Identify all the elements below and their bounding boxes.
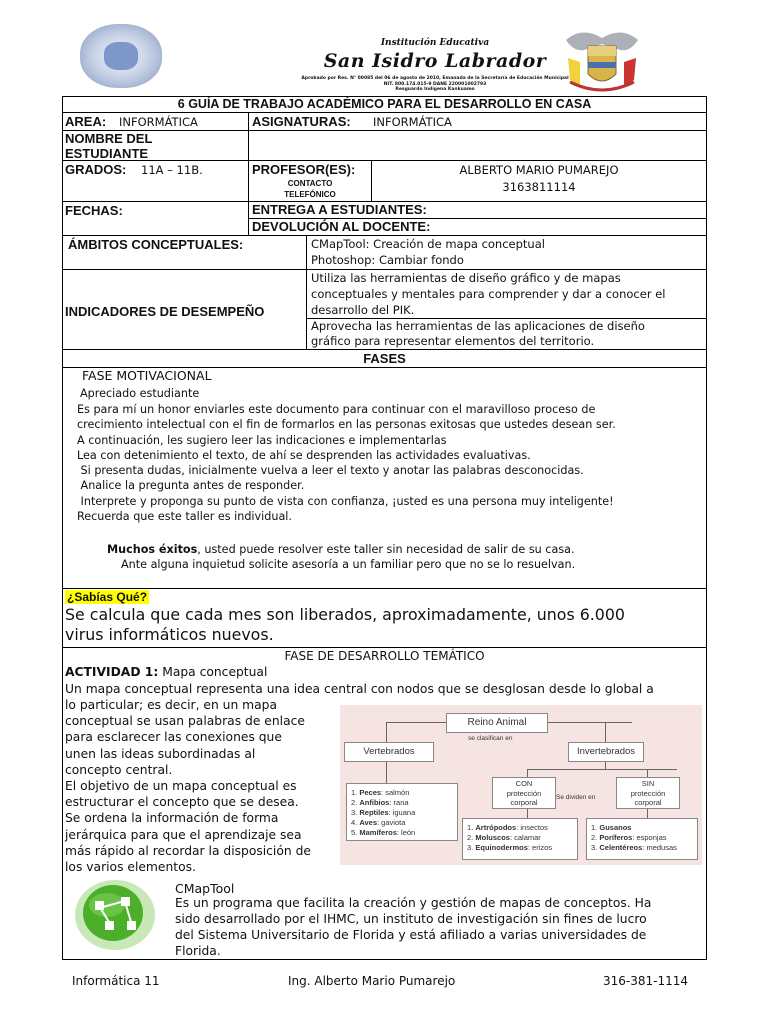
diagram-con-list xyxy=(462,818,578,860)
exitos-bold: Muchos éxitos xyxy=(107,543,198,556)
concept-map-paragraph-line: concepto central. xyxy=(65,762,173,777)
diagram-root-node: Reino Animal xyxy=(446,713,548,733)
fechas-label: FECHAS: xyxy=(65,203,123,218)
item-number: 4. xyxy=(351,818,358,827)
indicador-line: Aprovecha las herramientas de las aplicaciones de diseño xyxy=(311,319,645,333)
sabias-section xyxy=(62,588,707,648)
diagram-link-label: se clasifican en xyxy=(468,735,513,742)
fases-row xyxy=(62,349,707,368)
diagram-list-item xyxy=(467,823,577,833)
fine-print-line: Aprobado por Res. N° 00085 del 06 de agosto de 2010, Emanada de la Secretaría de Educación Municipal xyxy=(301,76,569,81)
item-name: Reptiles xyxy=(359,808,389,817)
diagram-list-item xyxy=(351,788,457,798)
diagram-link-label: Se dividen en xyxy=(556,794,596,801)
con-line: CON xyxy=(515,779,533,788)
profesor-label-cell xyxy=(248,160,372,202)
diagram-invertebrados-node: Invertebrados xyxy=(568,742,644,762)
ambito-item: Photoshop: Cambiar fondo xyxy=(311,253,464,267)
reino-animal-diagram xyxy=(340,705,702,865)
item-name: Mamíferos xyxy=(359,828,397,837)
item-name: Poríferos xyxy=(599,833,633,842)
school-seal-left-logo xyxy=(80,24,162,88)
diagram-vertebrados-list xyxy=(346,783,458,841)
fases-label: FASES xyxy=(363,351,406,366)
diagram-list-item xyxy=(351,808,457,818)
actividad-line xyxy=(65,665,267,679)
student-name-field[interactable] xyxy=(248,130,707,161)
area-value: INFORMÁTICA xyxy=(119,115,198,129)
footer-center: Ing. Alberto Mario Pumarejo xyxy=(288,974,456,988)
item-example: : gaviota xyxy=(377,818,406,827)
contacto-label-line: TELEFÓNICO xyxy=(284,190,336,199)
exitos-line xyxy=(107,542,575,557)
sabias-fact-line: Se calcula que cada mes son liberados, aproximadamente, unos 6.000 xyxy=(65,605,625,624)
nombre-label-line: ESTUDIANTE xyxy=(65,146,149,161)
motivacional-line: Lea con detenimiento el texto, de ahí se desprenden las actividades evaluativas. xyxy=(77,449,531,462)
sin-line: protección xyxy=(630,788,666,798)
ambitos-value-cell xyxy=(306,235,707,270)
diagram-list-item xyxy=(591,843,697,853)
grados-value: 11A – 11B. xyxy=(141,163,203,177)
motivacional-title: FASE MOTIVACIONAL xyxy=(82,368,212,383)
item-example: : rana xyxy=(389,798,409,807)
footer-left: Informática 11 xyxy=(72,974,160,988)
item-example: : iguana xyxy=(388,808,416,817)
concept-map-paragraph-line: El objetivo de un mapa conceptual es xyxy=(65,779,297,793)
concept-map-paragraph-line: estructurar el concepto que se desea. xyxy=(65,795,299,810)
con-line: corporal xyxy=(510,798,538,807)
profesor-name: ALBERTO MARIO PUMAREJO xyxy=(459,163,619,177)
sin-line: SIN xyxy=(641,779,655,788)
intro-line: Un mapa conceptual representa una idea central con nodos que se desglosan desde lo global a xyxy=(65,682,654,696)
grados-label: GRADOS: xyxy=(65,162,127,177)
item-number: 3. xyxy=(351,808,358,817)
entrega-label: ENTREGA A ESTUDIANTES: xyxy=(252,202,427,217)
motivacional-line: A continuación, les sugiero leer las indicaciones e implementarlas xyxy=(77,434,447,447)
cmaptool-description-line: del Sistema Universitario de Florida y está afiliado a varias universidades de xyxy=(175,928,647,942)
ambito-item: CMapTool: Creación de mapa conceptual xyxy=(311,237,545,251)
asignaturas-cell xyxy=(248,112,707,131)
institution-prefix: Institución Educativa xyxy=(380,38,490,48)
cmaptool-description-line: Es un programa que facilita la creación y gestión de mapas de conceptos. Ha xyxy=(175,896,652,910)
asignaturas-label: ASIGNATURAS: xyxy=(252,114,351,129)
indicador-2-cell xyxy=(306,318,707,350)
indicador-line: desarrollo del PIK. xyxy=(311,303,415,317)
area-label: AREA: xyxy=(65,114,107,129)
item-name: Anfibios xyxy=(359,798,390,807)
diagram-list-item xyxy=(591,833,697,843)
item-example: : erizos xyxy=(527,843,553,852)
concept-map-paragraph-line: conceptual se usan palabras de enlace xyxy=(65,714,305,729)
item-name: Equinodermos xyxy=(475,843,528,852)
fechas-cell xyxy=(62,201,249,236)
devolucion-label: DEVOLUCIÓN AL DOCENTE: xyxy=(252,219,431,234)
fine-print-line: Resguardo Indígena Kankuamo xyxy=(395,87,475,92)
diagram-list-item xyxy=(591,823,697,833)
item-name: Gusanos xyxy=(599,823,632,832)
concept-map-paragraph-line: más rápido al recordar la disposición de xyxy=(65,843,311,858)
diagram-list-item xyxy=(467,833,577,843)
indicador-line: gráfico para representar elementos del territorio. xyxy=(311,334,595,348)
item-example: : león xyxy=(396,828,416,837)
concept-map-paragraph-line: Se ordena la información de forma xyxy=(65,811,279,826)
item-number: 2. xyxy=(591,833,598,842)
concept-map-paragraph-line: unen las ideas subordinadas al xyxy=(65,746,256,761)
form-title-row xyxy=(62,96,707,113)
item-number: 2. xyxy=(467,833,474,842)
concept-map-paragraph-line: lo particular; es decir, en un mapa xyxy=(65,698,278,712)
indicador-line: conceptuales y mentales para comprender y dar a conocer el xyxy=(311,287,666,301)
profesor-phone: 3163811114 xyxy=(502,180,576,194)
grados-cell xyxy=(62,160,249,202)
diagram-con-node xyxy=(492,777,556,809)
item-example: : salmón xyxy=(381,788,410,797)
sabias-label: ¿Sabías Qué? xyxy=(67,590,148,604)
indicadores-label: INDICADORES DE DESEMPEÑO xyxy=(65,304,265,319)
motivacional-line: Analice la pregunta antes de responder. xyxy=(77,479,305,492)
indicadores-label-cell xyxy=(62,269,307,350)
item-name: Aves xyxy=(359,818,378,827)
diagram-vertebrados-node: Vertebrados xyxy=(344,742,434,762)
item-example: : esponjas xyxy=(632,833,667,842)
item-example: : insectos xyxy=(516,823,548,832)
diagram-list-item xyxy=(351,798,457,808)
diagram-sin-list xyxy=(586,818,698,860)
motivacional-section xyxy=(62,367,707,589)
motivacional-line: Si presenta dudas, inicialmente vuelva a leer el texto y anotar las palabras desconocidas. xyxy=(77,464,584,477)
actividad-bold: ACTIVIDAD 1: xyxy=(65,665,159,679)
motivacional-line: crecimiento intelectual con el fin de formarlos en las personas exitosas que ustedes desean ser. xyxy=(77,418,616,431)
item-number: 5. xyxy=(351,828,358,837)
indicador-1-cell xyxy=(306,269,707,319)
item-number: 2. xyxy=(351,798,358,807)
nombre-label-line: NOMBRE DEL xyxy=(65,131,153,146)
item-number: 1. xyxy=(591,823,598,832)
motivacional-line: Recuerda que este taller es individual. xyxy=(77,510,292,523)
exitos-rest: , usted puede resolver este taller sin necesidad de salir de su casa. xyxy=(197,543,575,556)
diagram-list-item xyxy=(467,843,577,853)
devolucion-cell xyxy=(248,218,707,236)
item-number: 1. xyxy=(351,788,358,797)
footer-right: 316-381-1114 xyxy=(603,974,689,988)
actividad-rest: Mapa conceptual xyxy=(158,665,268,679)
item-number: 3. xyxy=(467,843,474,852)
item-example: : calamar xyxy=(509,833,541,842)
cmaptool-logo xyxy=(65,875,161,955)
sin-line: corporal xyxy=(634,798,662,807)
ambitos-label-cell xyxy=(62,235,307,270)
cmaptool-title: CMapTool xyxy=(175,881,235,896)
item-name: Celentéreos xyxy=(599,843,643,852)
entrega-cell xyxy=(248,201,707,219)
diagram-list-item xyxy=(351,828,457,838)
concept-map-paragraph-line: para esclarecer las conexiones que xyxy=(65,730,282,745)
indicador-line: Utiliza las herramientas de diseño gráfico y de mapas xyxy=(311,271,621,285)
profesor-label: PROFESOR(ES): xyxy=(252,162,356,177)
item-name: Peces xyxy=(359,788,382,797)
institution-fine-print xyxy=(240,76,630,93)
cmaptool-description-line: sido desarrollado por el IHMC, un instituto de investigación sin fines de lucro xyxy=(175,912,647,926)
item-name: Artrópodos xyxy=(475,823,517,832)
item-number: 3. xyxy=(591,843,598,852)
form-title: 6 GUÍA DE TRABAJO ACADÉMICO PARA EL DESARROLLO EN CASA xyxy=(177,97,592,111)
diagram-list-item xyxy=(351,818,457,828)
motivacional-line: Es para mí un honor enviarles este documento para continuar con el maravilloso proceso de xyxy=(77,403,596,416)
institution-name: San Isidro Labrador xyxy=(323,50,547,72)
motivacional-line: Apreciado estudiante xyxy=(80,387,200,400)
area-cell xyxy=(62,112,249,131)
diagram-sin-node xyxy=(616,777,680,809)
asignaturas-value: INFORMÁTICA xyxy=(373,115,452,129)
cmaptool-description-line: Florida. xyxy=(175,944,221,958)
sabias-fact-line: virus informáticos nuevos. xyxy=(65,625,274,644)
contacto-label-line: CONTACTO xyxy=(287,179,333,188)
concept-map-paragraph-line: jerárquica para que el aprendizaje sea xyxy=(65,827,302,842)
nombre-label-cell xyxy=(62,130,249,161)
item-name: Moluscos xyxy=(475,833,510,842)
concept-map-paragraph-line: los varios elementos. xyxy=(65,860,196,874)
motivacional-line: Interprete y proponga su punto de vista con confianza, ¡usted es una persona muy inteligente! xyxy=(77,495,614,508)
item-example: : medusas xyxy=(642,843,677,852)
con-line: protección xyxy=(506,788,542,798)
desarrollo-title: FASE DE DESARROLLO TEMÁTICO xyxy=(284,649,485,663)
fine-print-line: NIT. 800.174.015-9 DANE 220001002793 xyxy=(383,81,487,87)
profesor-value-cell xyxy=(371,160,707,202)
ambitos-label: ÁMBITOS CONCEPTUALES: xyxy=(68,237,244,252)
exitos-line-2: Ante alguna inquietud solicite asesoría a un familiar pero que no se lo resuelvan. xyxy=(121,558,576,571)
item-number: 1. xyxy=(467,823,474,832)
